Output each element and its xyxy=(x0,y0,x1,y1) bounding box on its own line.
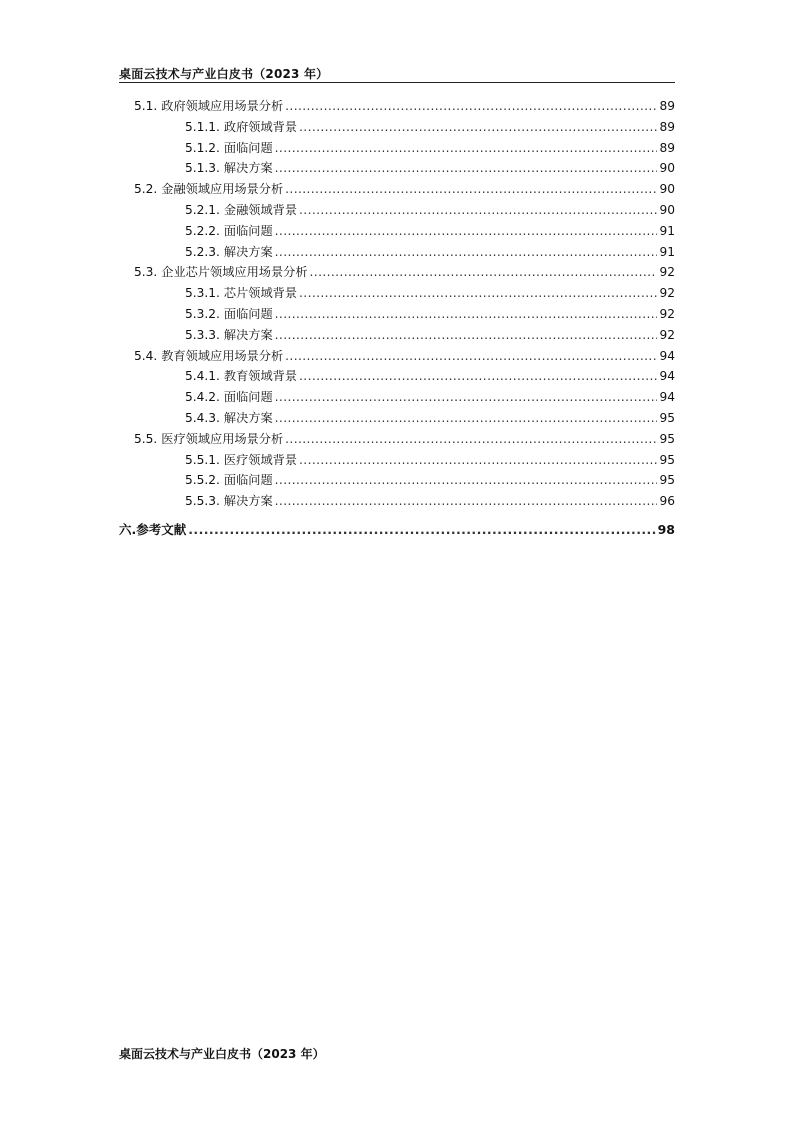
table-of-contents xyxy=(119,96,675,541)
toc-entry-number: 5.1. xyxy=(134,99,158,113)
toc-entry-title: 解决方案 xyxy=(223,410,273,425)
toc-entry-5-3[interactable] xyxy=(119,262,675,283)
toc-entry-number: 5.1.3. xyxy=(185,161,220,176)
toc-entry-page: 95 xyxy=(659,431,675,446)
toc-entry-5-3-2[interactable] xyxy=(119,304,675,325)
toc-entry-page: 89 xyxy=(659,99,675,113)
toc-entry-page: 92 xyxy=(659,327,675,342)
header-title: 桌面云技术与产业白皮书（2023 年） xyxy=(119,67,329,81)
toc-entry-5-5-3[interactable] xyxy=(119,491,675,512)
toc-entry-page: 92 xyxy=(659,265,675,280)
toc-entry-number: 5.1.2. xyxy=(185,140,220,155)
toc-dot-leader xyxy=(275,158,657,179)
toc-entry-5-2-2[interactable] xyxy=(119,221,675,242)
toc-entry-number: 5.4.2. xyxy=(185,390,220,405)
toc-entry-number: 5.3.2. xyxy=(185,306,220,321)
toc-entry-title: 金融领域应用场景分析 xyxy=(161,182,284,197)
toc-entry-number: 5.3. xyxy=(134,265,158,280)
toc-dot-leader xyxy=(275,470,657,491)
toc-entry-number: 5.3.1. xyxy=(185,286,220,301)
toc-entry-title: 医疗领域背景 xyxy=(223,452,298,467)
toc-entry-number: 5.4.1. xyxy=(185,369,220,384)
toc-dot-leader xyxy=(275,325,657,346)
toc-entry-title: 解决方案 xyxy=(223,327,273,342)
toc-entry-title: 芯片领域背景 xyxy=(223,286,298,301)
toc-dot-leader xyxy=(285,179,657,200)
toc-dot-leader xyxy=(299,117,657,138)
toc-entry-title: 面临问题 xyxy=(223,140,273,155)
toc-entry-page: 92 xyxy=(659,306,675,321)
page-footer: 桌面云技术与产业白皮书（2023 年） xyxy=(119,1047,325,1061)
toc-entry-page: 94 xyxy=(659,348,675,363)
toc-entry-5-2-3[interactable] xyxy=(119,242,675,263)
toc-entry-title: 医疗领域应用场景分析 xyxy=(161,431,284,446)
toc-dot-leader xyxy=(275,221,657,242)
toc-entry-number: 5.2.1. xyxy=(185,202,220,217)
toc-entry-page: 91 xyxy=(659,223,675,238)
toc-dot-leader xyxy=(285,429,657,450)
toc-entry-5-5-1[interactable] xyxy=(119,450,675,471)
toc-entry-title: 面临问题 xyxy=(223,390,273,405)
toc-entry-5-3-1[interactable] xyxy=(119,283,675,304)
toc-dot-leader xyxy=(275,304,657,325)
toc-entry-title: 面临问题 xyxy=(223,306,273,321)
toc-entry-title: 解决方案 xyxy=(223,244,273,259)
toc-entry-title: 教育领域背景 xyxy=(223,369,298,384)
toc-entry-page: 94 xyxy=(659,390,675,405)
toc-entry-title: 政府领域背景 xyxy=(223,119,298,134)
toc-dot-leader xyxy=(188,520,655,541)
toc-entry-page: 95 xyxy=(659,410,675,425)
toc-dot-leader xyxy=(275,491,657,512)
toc-entry-title: 面临问题 xyxy=(223,473,273,488)
toc-entry-5-1-1[interactable] xyxy=(119,117,675,138)
toc-dot-leader xyxy=(275,408,657,429)
page-header xyxy=(119,62,675,83)
toc-entry-page: 91 xyxy=(659,244,675,259)
toc-entry-5-4-1[interactable] xyxy=(119,366,675,387)
toc-entry-number: 5.5. xyxy=(134,431,158,446)
toc-dot-leader xyxy=(299,366,657,387)
toc-entry-5-2-1[interactable] xyxy=(119,200,675,221)
toc-dot-leader xyxy=(299,283,657,304)
toc-entry-5-5-2[interactable] xyxy=(119,470,675,491)
toc-entry-number: 5.5.2. xyxy=(185,473,220,488)
toc-dot-leader xyxy=(285,96,657,117)
toc-entry-5-1[interactable] xyxy=(119,96,675,117)
toc-entry-page: 95 xyxy=(659,473,675,488)
toc-entry-page: 95 xyxy=(659,452,675,467)
toc-entry-page: 96 xyxy=(659,494,675,509)
toc-entry-title: 教育领域应用场景分析 xyxy=(161,348,284,363)
toc-entry-title: 解决方案 xyxy=(223,494,273,509)
toc-dot-leader xyxy=(285,346,657,367)
toc-entry-title: 政府领域应用场景分析 xyxy=(161,99,284,113)
toc-entry-number: 5.1.1. xyxy=(185,119,220,134)
toc-entry-number: 5.2.2. xyxy=(185,223,220,238)
toc-entry-page: 90 xyxy=(659,161,675,176)
toc-dot-leader xyxy=(299,450,657,471)
toc-entry-number: 5.2. xyxy=(134,182,158,197)
toc-dot-leader xyxy=(299,200,657,221)
toc-entry-page: 90 xyxy=(659,202,675,217)
toc-dot-leader xyxy=(275,242,657,263)
toc-entry-page: 92 xyxy=(659,286,675,301)
toc-entry-references[interactable] xyxy=(119,520,675,541)
toc-entry-title: 参考文献 xyxy=(136,521,187,537)
toc-entry-number: 5.3.3. xyxy=(185,327,220,342)
toc-entry-number: 5.4. xyxy=(134,348,158,363)
toc-entry-5-1-2[interactable] xyxy=(119,138,675,159)
toc-entry-title: 企业芯片领域应用场景分析 xyxy=(161,265,308,280)
toc-dot-leader xyxy=(275,138,657,159)
toc-entry-number: 5.4.3. xyxy=(185,410,220,425)
toc-dot-leader xyxy=(275,387,657,408)
toc-entry-page: 98 xyxy=(657,521,675,537)
toc-entry-page: 89 xyxy=(659,140,675,155)
toc-entry-number: 5.5.3. xyxy=(185,494,220,509)
toc-entry-5-5[interactable] xyxy=(119,429,675,450)
toc-entry-5-4-3[interactable] xyxy=(119,408,675,429)
toc-entry-5-2[interactable] xyxy=(119,179,675,200)
toc-entry-5-1-3[interactable] xyxy=(119,158,675,179)
toc-entry-page: 89 xyxy=(659,119,675,134)
toc-entry-number: 六. xyxy=(119,521,137,537)
toc-entry-5-4-2[interactable] xyxy=(119,387,675,408)
toc-entry-title: 解决方案 xyxy=(223,161,273,176)
toc-entry-5-4[interactable] xyxy=(119,346,675,367)
toc-entry-title: 金融领域背景 xyxy=(223,202,298,217)
toc-entry-page: 90 xyxy=(659,182,675,197)
toc-dot-leader xyxy=(310,262,657,283)
toc-entry-5-3-3[interactable] xyxy=(119,325,675,346)
toc-entry-page: 94 xyxy=(659,369,675,384)
toc-entry-number: 5.2.3. xyxy=(185,244,220,259)
toc-entry-number: 5.5.1. xyxy=(185,452,220,467)
toc-entry-title: 面临问题 xyxy=(223,223,273,238)
